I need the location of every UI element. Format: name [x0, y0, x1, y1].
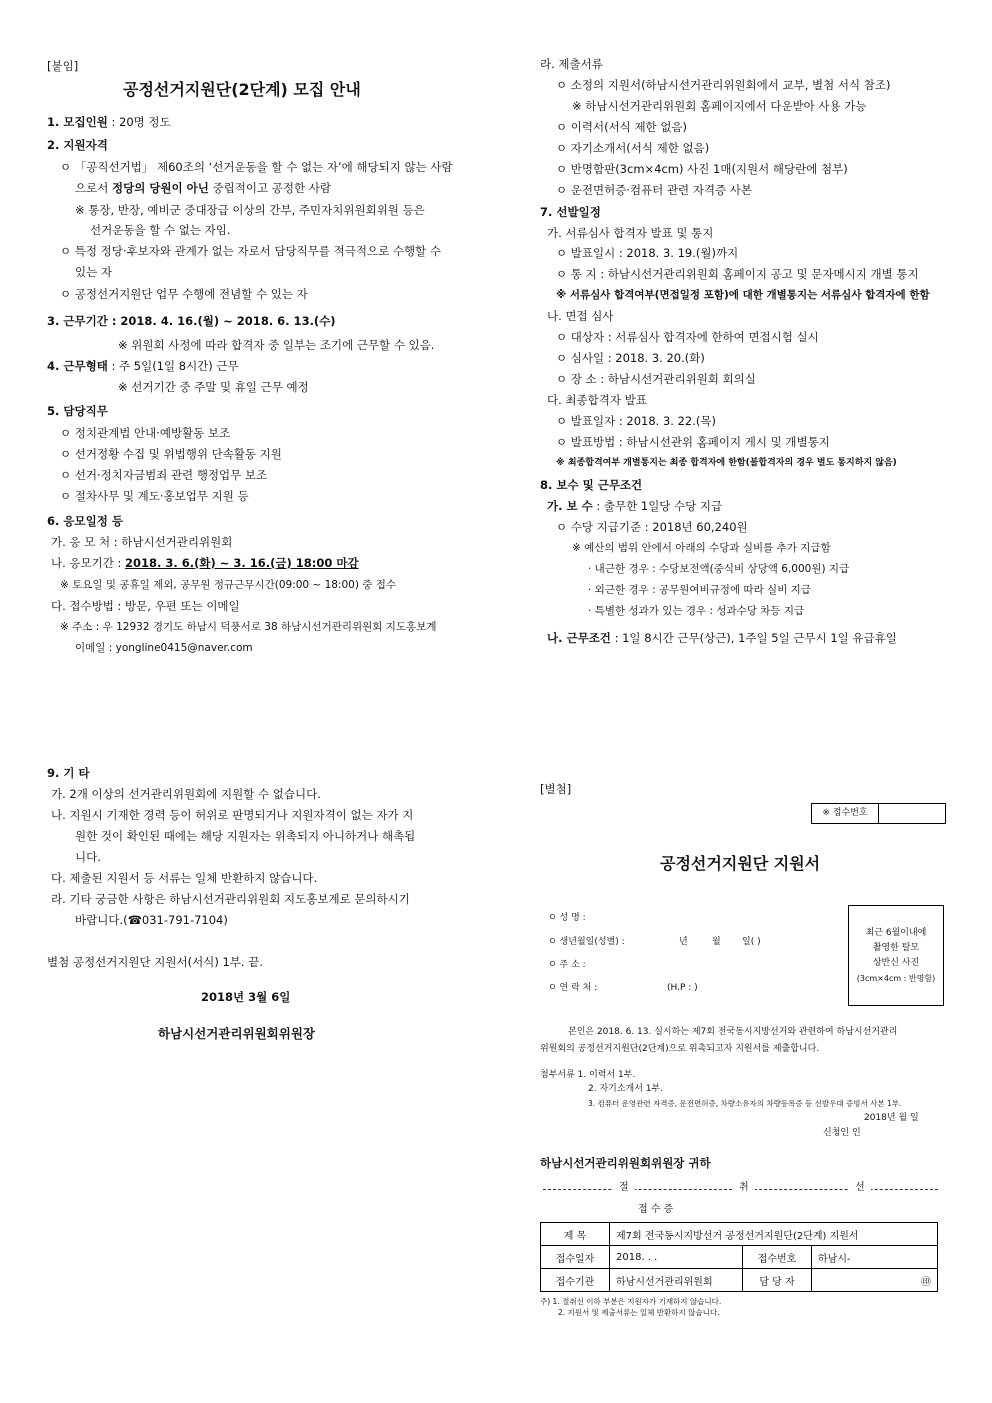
text-line: 선거운동을 할 수 없는 자임. — [90, 223, 231, 237]
attachment-list: 첨부서류 1. 이력서 1부. — [540, 1070, 636, 1080]
text-line: ㅇ 정치관계법 안내·예방활동 보조 — [60, 426, 231, 440]
attachment-label: [별첨] — [540, 782, 572, 796]
signer: 하남시선거관리위원회위원장 — [158, 1026, 315, 1041]
form-body: 본인은 2018. 6. 13. 실시하는 제7회 전국동시지방선거와 관련하여 하남시선거관리 — [568, 1027, 898, 1037]
table-cell: 제 목 — [541, 1223, 610, 1246]
text-line: 다. 접수방법 : 방문, 우편 또는 이메일 — [51, 599, 240, 613]
text-line: ㅇ 수당 지급기준 : 2018년 60,240원 — [556, 520, 748, 534]
text-line: · 외근한 경우 : 공무원여비규정에 따라 실비 지급 — [588, 584, 811, 596]
footnote: 주) 1. 절취선 이하 부분은 지원자가 기재하지 않습니다. — [540, 1297, 722, 1306]
field-birth: ㅇ 생년월일(성별) : — [548, 937, 625, 947]
text-line: 나. 근무조건 : 1일 8시간 근무(상근), 1주일 5일 근무시 1일 유급휴일 — [547, 631, 897, 645]
section-selection-schedule: 7. 선발일정 — [540, 205, 601, 219]
form-date: 2018년 월 일 — [864, 1113, 919, 1123]
receipt-number-label: ※ 접수번호 — [812, 804, 879, 823]
text-line: ※ 하남시선거관리위원회 홈페이지에서 다운받아 사용 가능 — [572, 99, 867, 113]
text-line: ㅇ 특정 정당·후보자와 관계가 없는 자로서 담당직무를 적극적으로 수행할 수 — [60, 244, 441, 258]
text-line: 원한 것이 확인된 때에는 해당 지원자는 위촉되지 아니하거나 해촉됩 — [75, 829, 416, 843]
text-line: 가. 2개 이상의 선거관리위원회에 지원할 수 없습니다. — [51, 787, 321, 801]
cut-line-text: 절 — [613, 1183, 635, 1193]
text-line: ※ 위원회 사정에 따라 합격자 중 일부는 조기에 근무할 수 있음. — [118, 338, 435, 352]
field-hp: (H.P : ) — [667, 983, 698, 993]
table-cell: 접수일자 — [541, 1246, 610, 1269]
text-line: ㅇ 이력서(서식 제한 없음) — [556, 120, 688, 134]
section-work-period: 3. 근무기간 : 2018. 4. 16.(월) ~ 2018. 6. 13.(수) — [47, 314, 336, 328]
field-birth-month: 월 — [712, 937, 721, 947]
text-line: ㅇ 발표일자 : 2018. 3. 22.(목) — [556, 414, 716, 428]
attachment-label: [붙임] — [47, 59, 79, 73]
photo-text: 촬영한 탈모 — [872, 943, 920, 953]
attachment-list: 2. 자기소개서 1부. — [588, 1084, 664, 1094]
text-line: ㅇ 절차사무 및 계도·홍보업무 지원 등 — [60, 489, 249, 503]
page-title: 공정선거지원단(2단계) 모집 안내 — [123, 80, 361, 99]
section-work-type: 4. 근무형태 : 주 5일(1일 8시간) 근무 — [47, 359, 239, 373]
table-row — [541, 1246, 938, 1269]
addressee: 하남시선거관리위원회위원장 귀하 — [540, 1156, 711, 1170]
text-line: ※ 선거기간 중 주말 및 휴일 근무 예정 — [118, 380, 309, 394]
receipt-table — [540, 1222, 938, 1292]
text-line: 다. 제출된 지원서 등 서류는 일체 반환하지 않습니다. — [51, 871, 318, 885]
table-row — [541, 1269, 938, 1292]
text-line: 있는 자 — [75, 265, 112, 279]
field-phone: ㅇ 연 락 처 : — [548, 983, 598, 993]
photo-text: 최근 6월이내에 — [865, 928, 927, 938]
table-cell: 하남시선거관리위원회 — [610, 1269, 743, 1292]
text-line: ㅇ 「공직선거법」 제60조의 ‘선거운동을 할 수 없는 자’에 해당되지 않는 사람 — [60, 160, 453, 174]
section-duties: 5. 담당직무 — [47, 404, 108, 418]
table-cell: 제7회 전국동시지방선거 공정선거지원단(2단계) 지원서 — [610, 1223, 938, 1246]
text-line: ※ 주소 : 우 12932 경기도 하남시 덕풍서로 38 하남시선거관리위원회 지도홍보계 — [60, 621, 437, 633]
text-line: ㅇ 선거·정치자금범죄 관련 행정업무 보조 — [60, 468, 268, 482]
field-address: ㅇ 주 소 : — [548, 960, 586, 970]
text-line: 으로서 정당의 당원이 아닌 중립적이고 공정한 사람 — [75, 181, 331, 195]
photo-box — [848, 905, 944, 1006]
cut-line-text: 선 — [849, 1183, 871, 1193]
table-cell: 접수기관 — [541, 1269, 610, 1292]
text-line: 가. 보 수 : 출무한 1일당 수당 지급 — [547, 499, 723, 513]
photo-text: 상반신 사진 — [872, 958, 920, 968]
text-line: ㅇ 발표일시 : 2018. 3. 19.(월)까지 — [556, 246, 739, 260]
email-text: 이메일 : yongline0415@naver.com — [75, 642, 253, 654]
text-line: ㅇ 장 소 : 하남시선거관리위원회 회의실 — [556, 372, 756, 386]
text-line: ㅇ 선거정황 수집 및 위법행위 단속활동 지원 — [60, 447, 282, 461]
section-application: 6. 응모일정 등 — [47, 514, 123, 528]
text-line: ※ 토요일 및 공휴일 제외, 공무원 정규근무시간(09:00 ~ 18:00) 중 접수 — [60, 579, 397, 591]
text-line: ㅇ 발표방법 : 하남시선관위 홈페이지 게시 및 개별통지 — [556, 435, 830, 449]
text-line: ㅇ 운전면허증·컴퓨터 관련 자격증 사본 — [556, 183, 753, 197]
field-birth-day: 일( ) — [742, 937, 761, 947]
text-line: 라. 기타 궁금한 사항은 하남시선거관리위원회 지도홍보계로 문의하시기 — [51, 892, 410, 906]
text-line: ㅇ 통 지 : 하남시선거관리위원회 홈페이지 공고 및 문자메시지 개별 통지 — [556, 267, 919, 281]
text-line: 다. 최종합격자 발표 — [547, 393, 647, 407]
table-row — [541, 1223, 938, 1246]
issue-date: 2018년 3월 6일 — [201, 990, 291, 1004]
table-cell: 하남시- — [812, 1246, 938, 1269]
text-line: ※ 예산의 범위 안에서 아래의 수당과 실비를 추가 지급함 — [572, 542, 831, 554]
text-line: 가. 서류심사 합격자 발표 및 통지 — [547, 226, 714, 240]
table-cell: 접수번호 — [743, 1246, 812, 1269]
text-line: ㅇ 공정선거지원단 업무 수행에 전념할 수 있는 자 — [60, 287, 308, 301]
field-name: ㅇ 성 명 : — [548, 913, 586, 923]
section-pay: 8. 보수 및 근무조건 — [540, 478, 643, 492]
text-line: 니다. — [75, 850, 101, 864]
text-line: 가. 응 모 처 : 하남시선거관리위원회 — [51, 535, 233, 549]
text-line: ㅇ 반명함판(3cm×4cm) 사진 1매(지원서 해당란에 첨부) — [556, 162, 848, 176]
photo-text: (3cm×4cm : 반명함) — [856, 974, 936, 983]
text-line: ㅇ 소정의 지원서(하남시선거관리위원회에서 교부, 별첨 서식 참조) — [556, 78, 891, 92]
applicant-sign: 신청인 인 — [823, 1128, 861, 1138]
text-line: 나. 면접 심사 — [547, 309, 614, 323]
section-recruit-count: 1. 모집인원 : 20명 정도 — [47, 115, 171, 129]
text-line: 별첨 공정선거지원단 지원서(서식) 1부. 끝. — [47, 955, 263, 969]
text-line: · 내근한 경우 : 수당보전액(중식비 상당액 6,000원) 지급 — [588, 563, 850, 575]
receipt-number-box — [811, 803, 946, 824]
table-cell: 2018. . . — [610, 1246, 743, 1269]
text-line: 나. 지원시 기재한 경력 등이 허위로 판명되거나 지원자격이 없는 자가 지 — [51, 808, 414, 822]
field-birth-year: 년 — [679, 937, 688, 947]
text-line: ※ 서류심사 합격여부(면접일정 포함)에 대한 개별통지는 서류심사 합격자에 한함 — [556, 289, 930, 301]
text-line: ※ 최종합격여부 개별통지는 최종 합격자에 한함(불합격자의 경우 별도 통지하지 않음) — [556, 458, 897, 468]
text-line: 바랍니다.(☎031-791-7104) — [75, 913, 228, 927]
cut-line-text: 취 — [733, 1183, 755, 1193]
form-body: 위원회의 공정선거지원단(2단계)으로 위촉되고자 지원서를 제출합니다. — [540, 1044, 820, 1054]
text-line: 나. 응모기간 : 2018. 3. 6.(화) ~ 3. 16.(금) 18:00 마감 — [51, 556, 359, 570]
section-etc: 9. 기 타 — [47, 766, 90, 780]
text-line: 라. 제출서류 — [540, 57, 603, 71]
receipt-title: 접 수 증 — [638, 1204, 674, 1215]
footnote: 2. 지원서 및 제출서류는 일체 반환하지 않습니다. — [558, 1308, 720, 1317]
table-cell: ㊞ — [812, 1269, 938, 1292]
text-line: ㅇ 심사일 : 2018. 3. 20.(화) — [556, 351, 705, 365]
text-line: ㅇ 대상자 : 서류심사 합격자에 한하여 면접시험 실시 — [556, 330, 819, 344]
text-line: ※ 통장, 반장, 예비군 중대장급 이상의 간부, 주민자치위원회위원 등은 — [75, 203, 425, 217]
text-line: ㅇ 자기소개서(서식 제한 없음) — [556, 141, 710, 155]
attachment-list: 3. 컴퓨터 운영관련 자격증, 운전면허증, 차량소유자의 차량등록증 등 선발우대 증빙서 사본 1부. — [588, 1099, 902, 1108]
section-qualification: 2. 지원자격 — [47, 138, 108, 152]
form-title: 공정선거지원단 지원서 — [660, 854, 821, 873]
text-line: · 특별한 성과가 있는 경우 : 성과수당 차등 지급 — [588, 605, 805, 617]
table-cell: 담 당 자 — [743, 1269, 812, 1292]
